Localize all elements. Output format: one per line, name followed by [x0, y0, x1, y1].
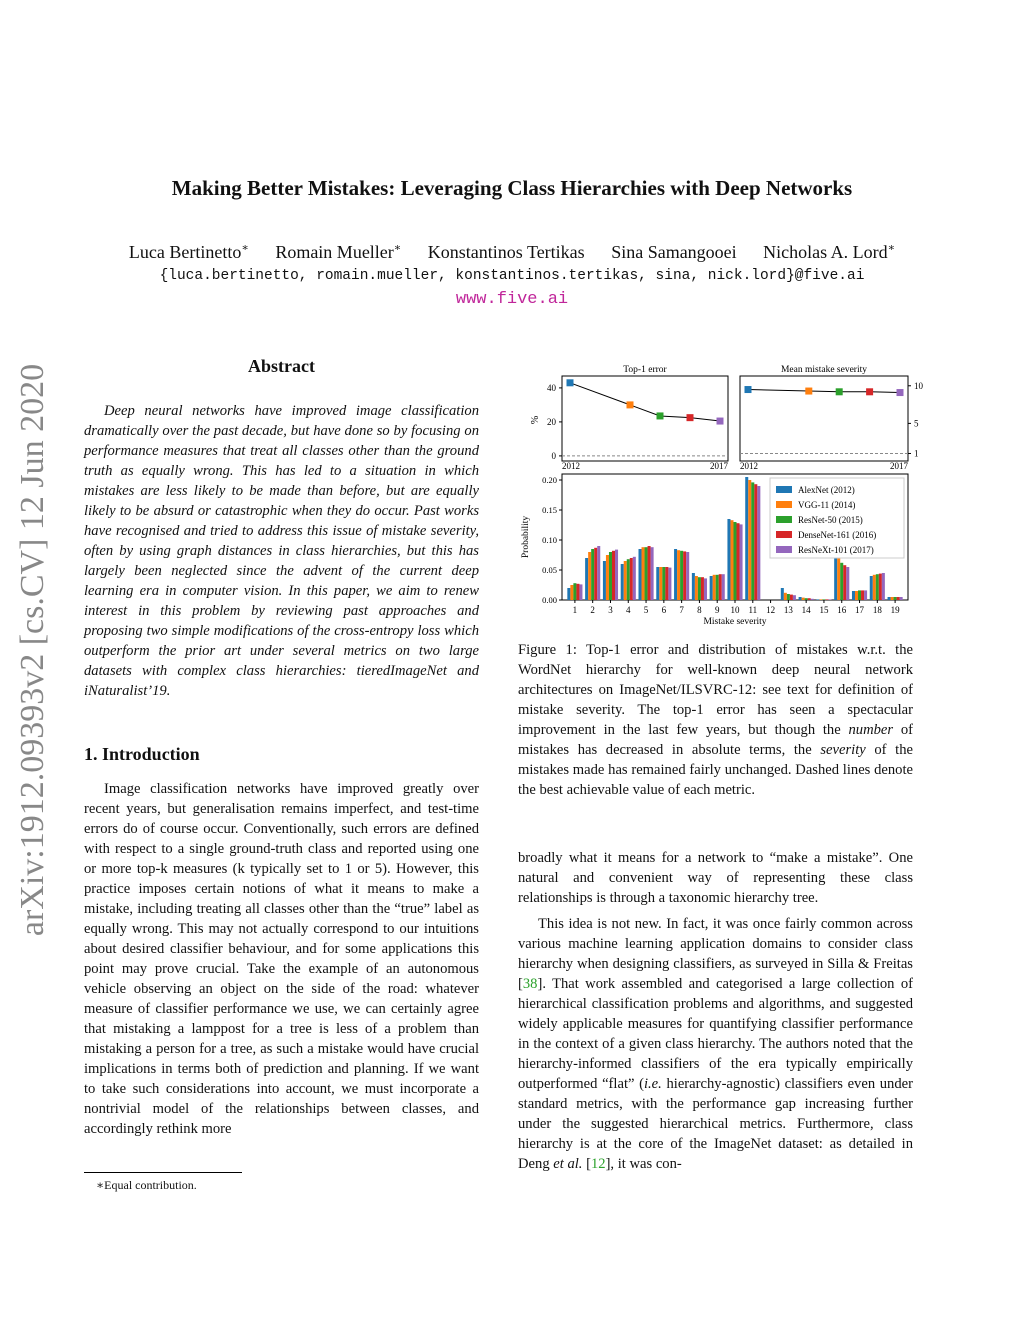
distribution-bar — [638, 549, 641, 600]
distribution-bar — [686, 552, 689, 600]
distribution-bar — [840, 563, 843, 600]
distribution-bar — [828, 599, 831, 600]
distribution-bar — [843, 565, 846, 600]
severity-point — [836, 388, 843, 395]
distribution-xtick-label: 5 — [643, 605, 649, 615]
distribution-xtick-label: 6 — [661, 605, 667, 615]
legend-label: DenseNet-161 (2016) — [798, 530, 877, 540]
distribution-bar — [879, 574, 882, 600]
severity-point — [866, 388, 873, 395]
abstract-heading: Abstract — [248, 356, 315, 376]
author-1 — [129, 241, 249, 263]
distribution-bar — [837, 558, 840, 600]
top1-series-line — [570, 383, 720, 421]
distribution-xtick-label: 10 — [730, 605, 740, 615]
distribution-bar — [692, 573, 695, 600]
severity-point — [897, 389, 904, 396]
citation-link[interactable]: 12 — [590, 1156, 606, 1172]
top1-xtick-start: 2012 — [562, 461, 580, 471]
distribution-bar — [683, 551, 686, 600]
distribution-bar — [651, 547, 654, 600]
distribution-bar — [570, 585, 573, 600]
introduction-paragraph-1: Image classification networks have improved greatly over recent years, but generalisation remains imperfect, and test-time errors do of course occur. Conventionally, such errors are defined with respect to a single ground-truth class and reported using one or more top-k measures (k typically set to 1 or 5). However, this practice imposes certain notions of what it means to make a mistake, including treating all classes other than the “true” label as equally wrong. This may not actually correspond to our intuitions about desired classifier behaviour, and for some applications this point may prove crucial. Take the example of an autonomous vehicle observing an object on the side of the road: whatever measure of classifier performance we use, we can certainly agree that mistaking a lamppost for a tree is less of a problem than mistaking a person for a tree, as such a mistake would have crucial implications in terms both of prediction and planning. If we want to take such considerations into account, we must incorporate a nontrivial model of the relationships between classes, and accordingly rethink more — [84, 781, 479, 1137]
distribution-bar — [609, 552, 612, 600]
distribution-bar — [612, 551, 615, 600]
distribution-bar — [659, 567, 662, 600]
legend-label: ResNet-50 (2015) — [798, 515, 863, 525]
distribution-bar — [719, 574, 722, 600]
distribution-bar — [754, 484, 757, 600]
distribution-bar — [891, 597, 894, 600]
author-mark: ∗ — [887, 242, 896, 254]
distribution-ytick-label: 0.20 — [542, 475, 557, 485]
distribution-xtick-label: 1 — [572, 605, 578, 615]
distribution-xtick-label: 8 — [697, 605, 702, 615]
distribution-bar — [648, 546, 651, 600]
distribution-bar — [677, 550, 680, 600]
introduction-paragraph-2 — [518, 914, 913, 1174]
severity-ytick-label: 1 — [914, 448, 919, 459]
distribution-bar — [802, 598, 805, 600]
author-name: Romain Mueller — [275, 242, 394, 262]
paragraph-text: This idea is not new. In fact, it was once fairly common across various machine learning application domains to consider class hierarchy when designing classifiers, as surveyed in Silla & Freitas [ — [518, 916, 913, 992]
distribution-bar — [733, 522, 736, 600]
paragraph-text: [ — [582, 1156, 591, 1172]
mistake-distribution-panel — [521, 474, 908, 627]
distribution-bar — [808, 598, 811, 600]
distribution-xtick-label: 4 — [626, 605, 631, 615]
severity-ytick-label: 10 — [914, 380, 923, 391]
distribution-bar — [781, 588, 784, 600]
distribution-ytick-label: 0.05 — [542, 565, 557, 575]
distribution-bar — [793, 595, 796, 600]
distribution-bar — [698, 577, 701, 600]
legend-swatch — [776, 516, 792, 523]
distribution-bar — [615, 550, 618, 600]
distribution-bar — [757, 486, 760, 600]
distribution-bar — [730, 520, 733, 600]
top1-point — [567, 379, 574, 386]
distribution-bar — [811, 599, 814, 600]
author-mark: ∗ — [241, 242, 249, 254]
footnote-rule — [84, 1172, 242, 1173]
distribution-bar — [816, 599, 819, 600]
top1-error-panel — [530, 365, 729, 471]
severity-ytick-label: 5 — [914, 418, 919, 429]
paragraph-text: ], it was con- — [605, 1156, 682, 1172]
distribution-bar — [882, 573, 885, 600]
distribution-legend — [770, 478, 904, 558]
distribution-bar — [825, 599, 828, 600]
author-name: Luca Bertinetto — [128, 242, 242, 262]
distribution-bar — [748, 480, 751, 600]
figure-1-caption — [518, 640, 913, 800]
distribution-bar — [621, 564, 624, 600]
legend-label: AlexNet (2012) — [798, 485, 855, 495]
distribution-ytick-label: 0.10 — [542, 535, 557, 545]
distribution-bar — [701, 577, 704, 600]
distribution-bar — [576, 584, 579, 600]
severity-series-line — [748, 390, 900, 393]
caption-emphasis-severity: severity — [820, 742, 866, 758]
top1-xtick-end: 2017 — [710, 461, 728, 471]
website-link[interactable]: www.five.ai — [455, 290, 569, 309]
distribution-bar — [751, 482, 754, 600]
introduction-heading: 1. Introduction — [84, 744, 200, 764]
distribution-bar — [656, 567, 659, 600]
severity-xtick-start: 2012 — [740, 461, 758, 471]
top1-point — [687, 414, 694, 421]
top1-title: Top-1 error — [623, 365, 667, 375]
author-list — [0, 241, 1024, 263]
distribution-bar — [873, 575, 876, 600]
distribution-xtick-label: 17 — [855, 605, 865, 615]
legend-swatch — [776, 546, 792, 553]
mistake-severity-panel — [740, 365, 924, 471]
severity-title: Mean mistake severity — [780, 365, 868, 375]
distribution-xtick-label: 3 — [608, 605, 613, 615]
author-name: Konstantinos Tertikas — [427, 242, 585, 262]
caption-text: of mistakes has decreased in absolute terms, the — [518, 722, 913, 758]
distribution-bar — [900, 597, 903, 600]
paragraph-text: hierarchy-agnostic) classifiers even under standard metrics, with the performance gap increasing further under the suggested hierarchical metrics. Furthermore, class hierarchy is at the core of the ImageNet dataset: as detailed in Deng — [518, 1076, 913, 1172]
distribution-bar — [594, 548, 597, 600]
paper-title: Making Better Mistakes: Leveraging Class Hierarchies with Deep Networks — [171, 176, 853, 200]
caption-text: of the mistakes made has remained fairly unchanged. Dashed lines denote the best achievable value of each metric. — [518, 742, 913, 798]
abstract-body: Deep neural networks have improved image classification dramatically over the past decade, but have done so by focusing on performance measures that treat all classes other than the ground truth as equally wrong. This has led to a situation in which mistakes are less likely to be made than before, but are equally likely to be absurd or catastrophic when they do occur. Past works have recognised and tried to address this issue of mistake severity, often by using graph distances in class hierarchies, but this has largely been neglected since the advent of the current deep learning era in computer vision. In this paper, we aim to renew interest in this problem by reviewing past approaches and proposing two simple modifications of the cross-entropy loss which outperform the prior art under several metrics on two large datasets with complex class hierarchies: tieredImageNet and iNaturalist’19. — [84, 403, 479, 699]
distribution-ylabel: Probability — [521, 515, 531, 559]
distribution-bar — [624, 561, 627, 600]
legend-swatch — [776, 486, 792, 493]
distribution-bar — [727, 519, 730, 600]
distribution-bar — [606, 555, 609, 600]
distribution-bar — [573, 583, 576, 600]
distribution-bar — [633, 557, 636, 600]
author-4 — [611, 242, 736, 263]
distribution-bar — [852, 591, 855, 600]
legend-swatch — [776, 501, 792, 508]
distribution-bar — [855, 591, 858, 600]
paragraph-emphasis: i.e. — [643, 1076, 662, 1092]
distribution-ytick-label: 0.00 — [542, 595, 557, 605]
distribution-xtick-label: 9 — [714, 605, 720, 615]
distribution-bar — [579, 584, 582, 600]
distribution-bar — [737, 523, 740, 600]
distribution-bar — [787, 594, 790, 600]
distribution-bar — [630, 558, 633, 600]
legend-label: VGG-11 (2014) — [798, 500, 856, 510]
distribution-xtick-label: 16 — [837, 605, 847, 615]
severity-frame — [740, 376, 908, 461]
author-5 — [763, 241, 895, 263]
distribution-bar — [846, 567, 849, 600]
top1-ytick-label: 20 — [547, 416, 556, 427]
distribution-xtick-label: 19 — [890, 605, 900, 615]
author-mark: ∗ — [393, 242, 402, 254]
top1-ytick-label: 0 — [551, 450, 556, 461]
distribution-bar — [588, 552, 591, 600]
author-name: Sina Samangooei — [611, 242, 737, 262]
distribution-bar — [710, 576, 713, 600]
distribution-bar — [662, 567, 665, 600]
distribution-bar — [680, 551, 683, 600]
distribution-bar — [668, 568, 671, 600]
distribution-bar — [799, 597, 802, 600]
arxiv-id: arXiv:1912.09393v2 [cs.CV] 12 Jun 2020 — [14, 363, 51, 937]
distribution-bar — [603, 561, 606, 600]
arxiv-stamp — [10, 355, 56, 945]
distribution-bar — [858, 590, 861, 600]
distribution-bar — [888, 597, 891, 600]
top1-ytick-label: 40 — [547, 382, 556, 393]
top1-point — [657, 412, 664, 419]
author-3 — [428, 242, 585, 263]
distribution-bar — [591, 549, 594, 600]
author-name: Nicholas A. Lord — [763, 242, 888, 262]
distribution-bar — [585, 558, 588, 600]
citation-link[interactable]: 38 — [522, 976, 538, 992]
distribution-bar — [784, 593, 787, 600]
distribution-bar — [704, 578, 707, 600]
severity-point — [805, 388, 812, 395]
distribution-bar — [713, 575, 716, 600]
distribution-ytick-label: 0.15 — [542, 505, 557, 515]
distribution-bar — [627, 559, 630, 600]
top1-point — [717, 418, 724, 425]
caption-text: Figure 1: Top-1 error and distribution of mistakes w.r.t. the WordNet hierarchy for well-known deep neural network architectures on ImageNet/ILSVRC-12: see text for definition of mistake severity. The top-1 error has seen a spectacular improvement in the last few years, but though the — [518, 642, 913, 738]
distribution-bar — [861, 590, 864, 600]
distribution-bar — [805, 598, 808, 600]
distribution-bar — [674, 549, 677, 600]
distribution-xtick-label: 13 — [783, 605, 793, 615]
distribution-bar — [876, 574, 879, 600]
distribution-bar — [722, 574, 725, 600]
distribution-bar — [897, 597, 900, 600]
distribution-bar — [642, 547, 645, 600]
top1-ylabel: % — [530, 415, 541, 425]
figure-1-chart — [518, 360, 926, 630]
distribution-bar — [716, 575, 719, 600]
distribution-xtick-label: 2 — [590, 605, 595, 615]
author-emails: {luca.bertinetto, romain.mueller, konstantinos.tertikas, sina, nick.lord}@five.ai — [159, 268, 865, 284]
distribution-bar — [864, 590, 867, 600]
distribution-xtick-label: 18 — [872, 605, 882, 615]
distribution-bar — [894, 597, 897, 600]
distribution-bar — [790, 595, 793, 600]
distribution-xtick-label: 14 — [801, 605, 811, 615]
distribution-bar — [745, 477, 748, 600]
distribution-bar — [822, 599, 825, 600]
distribution-bar — [695, 576, 698, 600]
paragraph-text: ]. That work assembled and categorised a large collection of hierarchical classification problems and algorithms, and suggested widely applicable measures for quantifying classifier performance in the context of a given class hierarchy. The authors noted that the hierarchy-informed classifiers of the era typically empirically outperformed “flat” ( — [518, 976, 913, 1092]
distribution-bar — [819, 599, 822, 600]
distribution-xtick-label: 12 — [766, 605, 776, 615]
paragraph-emphasis: et al. — [553, 1156, 583, 1172]
distribution-xtick-label: 7 — [679, 605, 684, 615]
distribution-bar — [665, 567, 668, 600]
introduction-paragraph-1-continued: broadly what it means for a network to “make a mistake”. One natural and convenient way of representing these class relationships is through a taxonomic hierarchy tree. — [518, 850, 913, 906]
distribution-bar — [597, 546, 600, 600]
severity-point — [745, 386, 752, 393]
top1-point — [627, 401, 634, 408]
author-2 — [275, 241, 401, 263]
distribution-xtick-label: 15 — [819, 605, 829, 615]
legend-swatch — [776, 531, 792, 538]
distribution-xlabel: Mistake severity — [703, 617, 767, 627]
distribution-bar — [645, 547, 648, 600]
legend-label: ResNeXt-101 (2017) — [798, 545, 874, 555]
distribution-bar — [567, 588, 570, 600]
distribution-xtick-label: 11 — [748, 605, 758, 615]
distribution-bar — [870, 576, 873, 600]
distribution-bar — [740, 524, 743, 600]
severity-xtick-end: 2017 — [890, 461, 908, 471]
footnote: ∗Equal contribution. — [96, 1178, 197, 1192]
caption-emphasis-number: number — [848, 722, 894, 738]
